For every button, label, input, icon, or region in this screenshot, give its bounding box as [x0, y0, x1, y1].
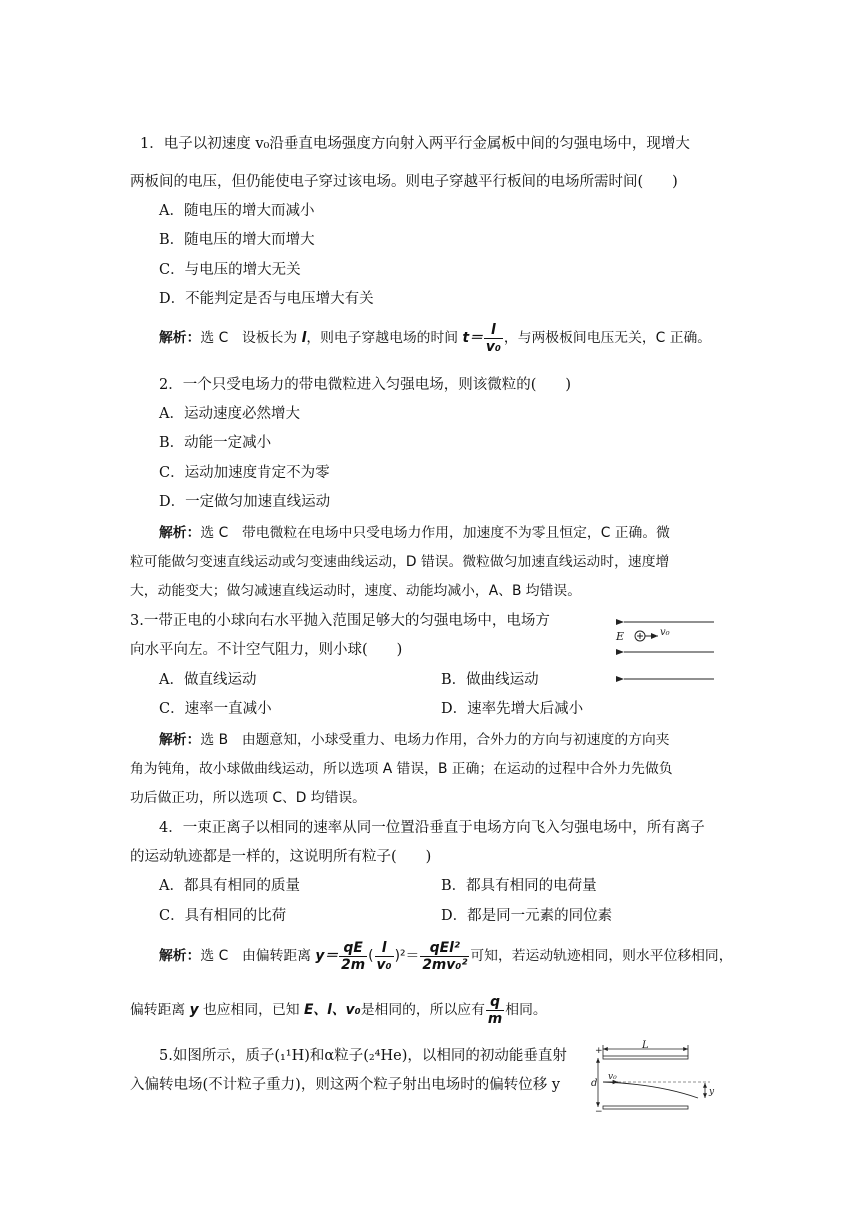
plus-sign: + [595, 1046, 603, 1056]
q3-option-d: D．速率先增大后减小 [441, 701, 584, 717]
q1-option-b: B．随电压的增大而增大 [159, 232, 315, 248]
top-plate [603, 1056, 688, 1059]
q2-solution-label: 解析： [159, 525, 201, 541]
q3-solution-label: 解析： [159, 732, 201, 748]
q2-stem: 2．一个只受电场力的带电微粒进入匀强电场，则该微粒的( ) [159, 377, 572, 393]
q4-option-a: A．都具有相同的质量 [159, 878, 300, 894]
q3-option-b: B．做曲线运动 [441, 672, 539, 688]
q4-fraction-l-v0: $\frac{l}{\text{v₀}}$ [376, 939, 392, 973]
q4-solution-line1: 解析：选 C 由偏转距离 y＝ $\frac{qE}{2m}$ ( $\frac{l}{\text{v₀}}$ )²＝ $\frac{\text{qEl²}}{\text{2mv₀²}}$ 可知，若运动轨迹相同，则水平位移相同， [159, 939, 733, 973]
q1-option-a: A．随电压的增大而减小 [159, 203, 315, 219]
q1-stem-line2: 两板间的电压，但仍能使电子穿过该电场。则电子穿越平行板间的电场所需时间( ) [130, 174, 678, 190]
velocity-label: v₀ [660, 627, 670, 638]
q1-stem-line1: 1．电子以初速度 v₀沿垂直电场强度方向射入两平行金属板中间的匀强电场中，现增大 [140, 136, 690, 152]
deflection-field-figure [588, 1040, 728, 1116]
q1-solution-label: 解析： [159, 330, 201, 346]
q2-option-d: D．一定做匀加速直线运动 [159, 494, 331, 510]
q4-fraction-qe-2m: $\frac{qE}{2m}$ [341, 939, 366, 973]
q5-stem-line2: 入偏转电场(不计粒子重力)，则这两个粒子射出电场时的偏转位移 y [130, 1077, 561, 1093]
length-label: L [642, 1040, 649, 1051]
minus-sign: − [595, 1107, 603, 1116]
q5-stem-line1: 5.如图所示，质子(₁¹H)和α粒子(₂⁴He)，以相同的初动能垂直射 [159, 1048, 567, 1064]
q4-stem-line1: 4．一束正离子以相同的速率从同一位置沿垂直于电场方向飞入匀强电场中，所有离子 [159, 820, 705, 836]
bottom-plate [603, 1106, 688, 1109]
q3-solution-line3: 功后做正功，所以选项 C、D 均错误。 [130, 790, 366, 806]
q4-option-b: B．都具有相同的电荷量 [441, 878, 597, 894]
q2-option-c: C．运动加速度肯定不为零 [159, 465, 330, 481]
velocity-label: v₀ [608, 1072, 617, 1082]
q1-fraction: $\frac{l}{\text{v₀}}$ [485, 321, 501, 355]
q4-fraction-q-m: $\frac{q}{m}$ [487, 993, 503, 1027]
q4-fraction-result: $\frac{\text{qEl²}}{\text{2mv₀²}}$ [422, 939, 468, 973]
q2-option-a: A．运动速度必然增大 [159, 406, 300, 422]
particle-trajectory [603, 1082, 698, 1098]
q2-solution-line3: 大，动能变大；做匀减速直线运动时，速度、动能均减小，A、B 均错误。 [130, 583, 581, 599]
q3-solution-line1: 解析：选 B 由题意知，小球受重力、电场力作用，合外力的方向与初速度的方向夹 [159, 732, 670, 748]
q3-option-c: C．速率一直减小 [159, 701, 272, 717]
offset-label: y [709, 1087, 715, 1097]
q3-stem-line2: 向水平向左。不计空气阻力，则小球( ) [130, 642, 403, 658]
q3-stem-line1: 3.一带正电的小球向右水平抛入范围足够大的匀强电场中，电场方 [130, 613, 550, 629]
q4-option-d: D．都是同一元素的同位素 [441, 908, 613, 924]
q4-solution-line2: 偏转距离 y 也应相同，已知 E、l、v₀是相同的，所以应有 $\frac{q}{m}$ 相同。 [130, 993, 547, 1027]
q4-solution-label: 解析： [159, 948, 201, 964]
q1-option-c: C．与电压的增大无关 [159, 262, 301, 278]
q2-solution-line1: 解析：选 C 带电微粒在电场中只受电场力作用，加速度不为零且恒定，C 正确。微 [159, 525, 670, 541]
field-label-e: E [616, 630, 625, 643]
q1-solution: 解析：选 C 设板长为 l，则电子穿越电场的时间 t＝ $\frac{l}{\text{v₀}}$ ，与两极板间电压无关，C 正确。 [159, 321, 712, 355]
q4-option-c: C．具有相同的比荷 [159, 908, 287, 924]
q4-stem-line2: 的运动轨迹都是一样的，这说明所有粒子( ) [130, 849, 432, 865]
q3-solution-line2: 角为钝角，故小球做曲线运动，所以选项 A 错误，B 正确；在运动的过程中合外力先做负 [130, 761, 673, 777]
gap-label: d [591, 1078, 598, 1089]
q2-solution-line2: 粒可能做匀变速直线运动或匀变速曲线运动，D 错误。微粒做匀加速直线运动时，速度增 [130, 554, 670, 570]
q1-option-d: D．不能判定是否与电压增大有关 [159, 291, 374, 307]
q2-option-b: B．动能一定减小 [159, 435, 272, 451]
q3-option-a: A．做直线运动 [159, 672, 257, 688]
electric-field-figure [612, 612, 722, 692]
